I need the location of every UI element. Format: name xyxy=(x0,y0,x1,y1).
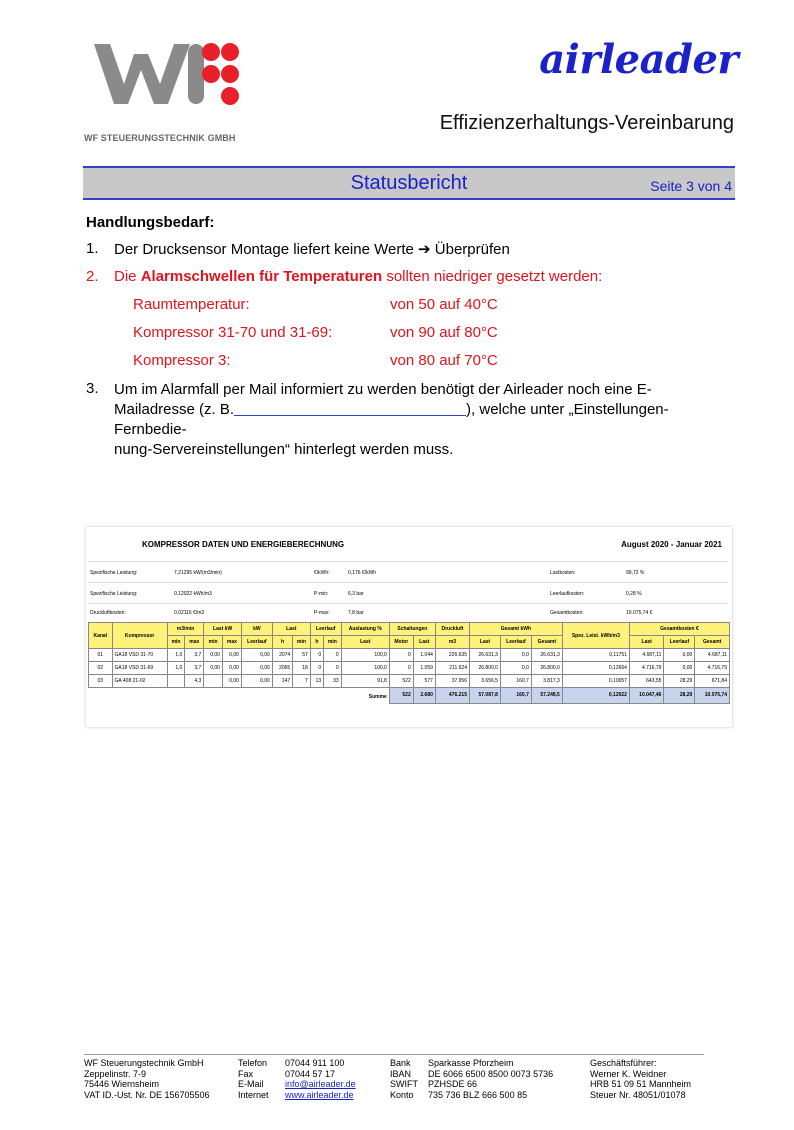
col-subheader: max xyxy=(222,636,241,649)
sum-cell: 2.680 xyxy=(413,688,435,704)
item-1-text xyxy=(114,240,510,258)
table-row xyxy=(89,662,730,675)
item-3-text xyxy=(114,380,734,460)
sum-cell: 476.215 xyxy=(435,688,469,704)
cell: 2065 xyxy=(272,662,292,675)
footer-phone: 07044 911 100 xyxy=(285,1058,345,1068)
cell: GA18 VSD 31-69 xyxy=(112,662,167,675)
cell: 4.716,79 xyxy=(629,662,663,675)
cell: 3.817,3 xyxy=(531,675,562,688)
col-subheader: h xyxy=(272,636,292,649)
item-3-line-3: nung-Servereinstellungen“ hinterlegt werden muss. xyxy=(114,441,454,458)
wf-logo xyxy=(84,40,244,108)
table-subheader-row xyxy=(89,636,730,649)
sum-cell: 57.248,5 xyxy=(531,688,562,704)
cell: 33 xyxy=(324,675,342,688)
footer-line: Steuer Nr. 48051/01078 xyxy=(590,1089,686,1100)
sum-cell: 522 xyxy=(389,688,413,704)
cell: 643,55 xyxy=(629,675,663,688)
report-period: August 2020 - Januar 2021 xyxy=(621,540,722,549)
col-subheader: min xyxy=(167,636,185,649)
footer-label: Bank xyxy=(390,1058,411,1068)
col-header: Leerlauf xyxy=(310,623,341,636)
footer-line: 75446 Wiernsheim xyxy=(84,1079,160,1089)
brand-logo-airleader: airleader xyxy=(539,36,738,83)
cell: 28,29 xyxy=(664,675,695,688)
footer-rule xyxy=(84,1054,704,1055)
col-subheader: Leerlauf xyxy=(664,636,695,649)
condition-value: von 90 auf 80°C xyxy=(390,324,498,341)
cell: 0,11751 xyxy=(562,649,629,662)
cell xyxy=(167,675,185,688)
footer-bank-labels xyxy=(390,1058,428,1100)
cell: 3.656,5 xyxy=(469,675,500,688)
footer-line: VAT ID.-Ust. Nr. DE 156705506 xyxy=(84,1089,210,1100)
footer-label: Konto xyxy=(390,1089,414,1100)
banner-title: Statusbericht xyxy=(350,172,468,194)
item-1-number: 1. xyxy=(86,240,99,257)
cell: 26.631,3 xyxy=(469,649,500,662)
item-2-text xyxy=(114,268,602,285)
cell: 0,00 xyxy=(241,662,272,675)
cell: 4,3 xyxy=(185,675,204,688)
cell: GA 408 21-02 xyxy=(112,675,167,688)
kv-label: P-max: xyxy=(314,610,330,616)
item-3-number: 3. xyxy=(86,380,99,397)
cell: 1.044 xyxy=(413,649,435,662)
item-2-text-a: Die xyxy=(114,268,141,285)
table-sum-row xyxy=(89,688,730,704)
sum-cell: 160,7 xyxy=(500,688,531,704)
cell: 0 xyxy=(389,649,413,662)
footer-fax: 07044 57 17 xyxy=(285,1068,336,1079)
cell: 0,00 xyxy=(222,662,241,675)
kv-label: P-min: xyxy=(314,591,329,597)
item-2-text-bold: Alarmschwellen für Temperaturen xyxy=(140,268,383,285)
footer-label: E-Mail xyxy=(238,1079,264,1089)
col-subheader: Leerlauf xyxy=(241,636,272,649)
report-title: KOMPRESSOR DATEN UND ENERGIEBERECHNUNG xyxy=(142,540,345,549)
footer-label: IBAN xyxy=(390,1068,412,1079)
footer-line: HRB 51 09 51 Mannheim xyxy=(590,1079,692,1089)
cell: 0,0 xyxy=(500,662,531,675)
cell: 7 xyxy=(293,675,311,688)
footer-management xyxy=(590,1058,710,1100)
col-header: Schaltungen xyxy=(389,623,435,636)
col-header: Gesamtkosten € xyxy=(629,623,729,636)
footer-line: Sparkasse Pforzheim xyxy=(428,1058,514,1068)
item-2-text-c: sollten niedriger gesetzt werden: xyxy=(382,268,603,285)
cell: 0,12664 xyxy=(562,662,629,675)
col-header: Spez. Leist. kWh/m3 xyxy=(562,623,629,649)
kv-value: 6,3 bar xyxy=(348,591,364,597)
cell: 01 xyxy=(89,649,113,662)
col-subheader: Gesamt xyxy=(531,636,562,649)
kv-label: Leerlaufkosten: xyxy=(550,591,585,597)
table-header-row xyxy=(89,623,730,636)
condition-label: Raumtemperatur: xyxy=(133,296,250,313)
email-blank-field[interactable] xyxy=(234,401,466,416)
cell: 0 xyxy=(324,649,342,662)
col-header: Kanal xyxy=(89,623,113,649)
kv-label: Lastkosten: xyxy=(550,570,576,576)
cell: 0 xyxy=(389,662,413,675)
table-row xyxy=(89,649,730,662)
cell: 522 xyxy=(389,675,413,688)
col-subheader: min xyxy=(293,636,311,649)
item-3-line-2a: Mailadresse (z. B. xyxy=(114,401,235,418)
cell: 0 xyxy=(310,649,323,662)
footer-label: Internet xyxy=(238,1089,269,1100)
cell: 0,00 xyxy=(222,675,241,688)
kv-value: 99,72 % xyxy=(626,570,645,576)
col-subheader: Last xyxy=(413,636,435,649)
col-header: Last xyxy=(272,623,310,636)
sum-cell: 57.087,8 xyxy=(469,688,500,704)
cell: 03 xyxy=(89,675,113,688)
cell: 18 xyxy=(293,662,311,675)
sum-label: Summe xyxy=(368,694,387,700)
cell: GA18 VSD 31-70 xyxy=(112,649,167,662)
item-1-description: Der Drucksensor Montage liefert keine Werte xyxy=(114,241,414,258)
footer-line: DE 6066 6500 8500 0073 5736 xyxy=(428,1068,554,1079)
footer-line: 735 736 BLZ 666 500 85 xyxy=(428,1089,528,1100)
col-header: Last kW xyxy=(204,623,242,636)
col-subheader: Gesamt xyxy=(695,636,730,649)
cell: 4.687,11 xyxy=(629,649,663,662)
col-subheader: Last xyxy=(629,636,663,649)
cell: 3,7 xyxy=(185,649,204,662)
item-1-action: Überprüfen xyxy=(434,241,510,258)
kv-value: 0,02116 €/m3 xyxy=(174,610,205,616)
col-subheader: Motor xyxy=(389,636,413,649)
cell: 0 xyxy=(324,662,342,675)
footer-line: Zeppelinstr. 7-9 xyxy=(84,1068,147,1079)
cell: 0,00 xyxy=(241,675,272,688)
sum-cell: 0,12022 xyxy=(562,688,629,704)
document-title: Effizienzerhaltungs-Vereinbarung xyxy=(439,112,734,134)
compressor-report xyxy=(86,527,732,727)
kv-value: 0,12022 kWh/m3 xyxy=(174,591,212,597)
kv-label: €/kWh: xyxy=(314,570,330,576)
footer-bank-values xyxy=(428,1058,588,1100)
cell: 160,7 xyxy=(500,675,531,688)
page-indicator: Seite 3 von 4 xyxy=(650,178,732,194)
cell: 0,00 xyxy=(664,662,695,675)
kv-value: 0,28 % xyxy=(626,591,642,597)
kv-value: 7,8 bar xyxy=(348,610,364,616)
item-3-line-2 xyxy=(114,400,734,440)
footer-line: Geschäftsführer: xyxy=(590,1058,657,1068)
cell: 0,00 xyxy=(241,649,272,662)
cell: 26.800,0 xyxy=(531,662,562,675)
footer-label: SWIFT xyxy=(390,1079,418,1089)
col-header: Gesamt kWh xyxy=(469,623,562,636)
cell: 57 xyxy=(293,649,311,662)
footer-line: WF Steuerungstechnik GmbH xyxy=(84,1058,204,1068)
banner-bottom-rule xyxy=(83,198,735,200)
kv-value: 10.075,74 € xyxy=(626,610,653,616)
col-subheader: Last xyxy=(469,636,500,649)
cell: 1,0 xyxy=(167,662,185,675)
col-header: Kompressor xyxy=(112,623,167,649)
compressor-table xyxy=(88,622,730,704)
footer-line: PZHSDE 66 xyxy=(428,1079,478,1089)
footer-website-link[interactable]: www.airleader.de xyxy=(285,1089,354,1100)
footer-label: Fax xyxy=(238,1068,254,1079)
cell: 671,84 xyxy=(695,675,730,688)
kv-label: Druckluftkosten: xyxy=(90,610,126,616)
col-subheader: min xyxy=(204,636,223,649)
cell: 100,0 xyxy=(341,662,389,675)
cell: 0,10057 xyxy=(562,675,629,688)
cell: 1.059 xyxy=(413,662,435,675)
sum-cell: 10.047,46 xyxy=(629,688,663,704)
kv-label: Spezifische Leistung: xyxy=(90,591,138,597)
cell: 100,0 xyxy=(341,649,389,662)
condition-value: von 50 auf 40°C xyxy=(390,296,498,313)
footer-line: Werner K. Weidner xyxy=(590,1068,667,1079)
cell: 1,0 xyxy=(167,649,185,662)
cell: 13 xyxy=(310,675,323,688)
col-subheader: h xyxy=(310,636,323,649)
cell: 0 xyxy=(310,662,323,675)
right-arrow-icon: ➔ xyxy=(418,241,431,258)
kv-value: 0,176 €/kWh xyxy=(348,570,377,576)
footer-contact-values xyxy=(285,1058,385,1100)
col-header: Druckluft xyxy=(435,623,469,636)
col-subheader: Last xyxy=(341,636,389,649)
section-heading: Handlungsbedarf: xyxy=(86,214,215,231)
cell: 147 xyxy=(272,675,292,688)
col-subheader: Leerlauf xyxy=(500,636,531,649)
cell: 0,00 xyxy=(664,649,695,662)
sum-cell: 28,29 xyxy=(664,688,695,704)
col-header: Auslastung % xyxy=(341,623,389,636)
cell: 37.956 xyxy=(435,675,469,688)
cell: 577 xyxy=(413,675,435,688)
cell: 0,00 xyxy=(222,649,241,662)
cell: 226.635 xyxy=(435,649,469,662)
condition-label: Kompressor 31-70 und 31-69: xyxy=(133,324,333,341)
kv-label: Gesamtkosten: xyxy=(550,610,584,616)
cell: 0,00 xyxy=(204,662,223,675)
cell: 3,7 xyxy=(185,662,204,675)
footer-contact-labels xyxy=(238,1058,284,1100)
cell: 02 xyxy=(89,662,113,675)
item-2-number: 2. xyxy=(86,268,99,285)
cell: 211.624 xyxy=(435,662,469,675)
kv-value: 7,21295 kW/(m3/min) xyxy=(174,570,222,576)
cell: 4.687,11 xyxy=(695,649,730,662)
col-header: kW xyxy=(241,623,272,636)
company-name: WF STEUERUNGSTECHNIK GMBH xyxy=(84,133,236,143)
condition-label: Kompressor 3: xyxy=(133,352,231,369)
cell: 0,0 xyxy=(500,649,531,662)
footer-label: Telefon xyxy=(238,1058,268,1068)
cell: 2074 xyxy=(272,649,292,662)
kv-label: Spezifische Leistung: xyxy=(90,570,138,576)
item-3-line-1: Um im Alarmfall per Mail informiert zu werden benötigt der Airleader noch eine E- xyxy=(114,381,652,398)
cell xyxy=(204,675,223,688)
footer-email-link[interactable]: info@airleader.de xyxy=(285,1079,356,1089)
sum-cell: 10.075,74 xyxy=(695,688,730,704)
col-subheader: max xyxy=(185,636,204,649)
cell: 4.716,79 xyxy=(695,662,730,675)
cell: 26.631,3 xyxy=(531,649,562,662)
cell: 0,00 xyxy=(204,649,223,662)
item-3-line-2b: ), welche unter „Einstellungen-Fernbedie- xyxy=(114,401,669,438)
cell: 91,8 xyxy=(341,675,389,688)
condition-value: von 80 auf 70°C xyxy=(390,352,498,369)
table-row xyxy=(89,675,730,688)
col-header: m3/min xyxy=(167,623,204,636)
col-subheader: min xyxy=(324,636,342,649)
footer-company xyxy=(84,1058,234,1100)
cell: 26.800,0 xyxy=(469,662,500,675)
col-subheader: m3 xyxy=(435,636,469,649)
